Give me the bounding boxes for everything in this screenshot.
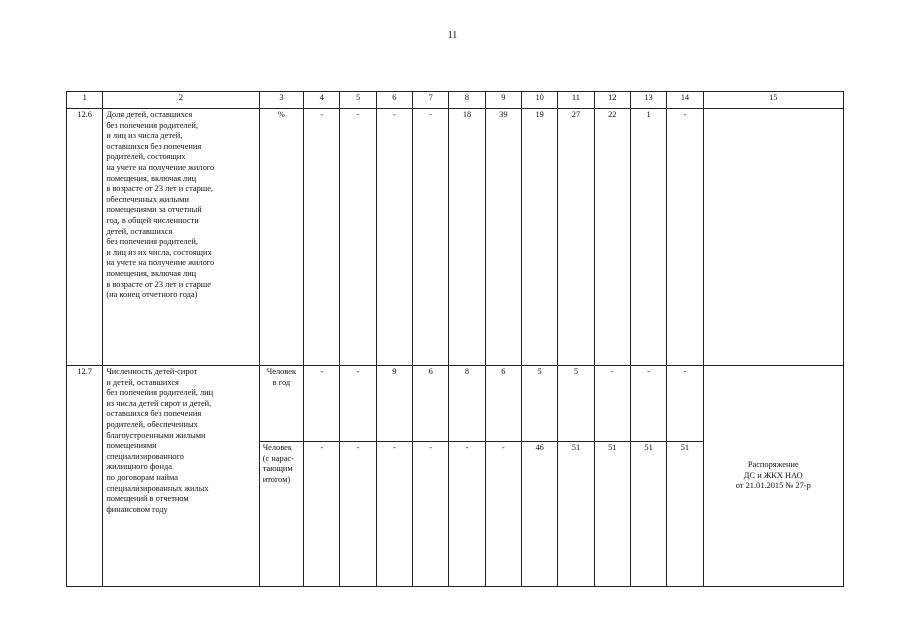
header-cell: 12 (594, 92, 630, 109)
table-row (67, 366, 844, 442)
value-cell: 5 (521, 366, 557, 442)
header-cell: 2 (103, 92, 259, 109)
header-cell: 8 (449, 92, 485, 109)
document-cell-empty (703, 109, 843, 366)
value-cell: - (304, 366, 340, 442)
value-cell: 27 (558, 109, 594, 366)
value-cell: - (304, 442, 340, 587)
header-cell: 14 (667, 92, 703, 109)
value-cell: 5 (558, 366, 594, 442)
row-index: 12.7 (67, 366, 103, 587)
header-cell: 13 (630, 92, 666, 109)
header-cell: 9 (485, 92, 521, 109)
row-unit: % (259, 109, 303, 366)
value-cell: 6 (485, 366, 521, 442)
row-description: Численность детей-сирот и детей, оставшихся без попечения родителей, лиц из числа детей сирот и детей, оставшихся без попечения родителей, обеспеченных благоустроенными жилыми помещениями специализированного жилищного фонда по договорам найма специализированных жилых помещений в отчетном финансовом году (103, 366, 259, 587)
value-cell: - (340, 109, 376, 366)
value-cell: 19 (521, 109, 557, 366)
value-cell: 51 (667, 442, 703, 587)
header-cell: 11 (558, 92, 594, 109)
header-cell: 4 (304, 92, 340, 109)
value-cell: - (667, 109, 703, 366)
value-cell: - (667, 366, 703, 442)
value-cell: - (413, 442, 449, 587)
header-cell: 10 (521, 92, 557, 109)
row-description: Доля детей, оставшихся без попечения родителей, и лиц из числа детей, оставшихся без попечения родителей, состоящих на учете на получение жилого помещения, включая лиц в возрасте от 23 лет и старше, обеспеченных жилыми помещениями за отчетный год, в общей численности детей, оставшихся без попечения родителей, и лиц из их числа, состоящих на учете на получение жилого помещения, включая лиц в возрасте от 23 лет и старше (на конец отчетного года) (103, 109, 259, 366)
row-unit: Человек в год (259, 366, 303, 442)
value-cell: - (594, 366, 630, 442)
header-cell: 1 (67, 92, 103, 109)
value-cell: - (340, 366, 376, 442)
value-cell: - (413, 109, 449, 366)
header-cell: 15 (703, 92, 843, 109)
table-row (67, 109, 844, 366)
value-cell: 51 (558, 442, 594, 587)
header-cell: 3 (259, 92, 303, 109)
header-row (67, 92, 844, 109)
value-cell: 1 (630, 109, 666, 366)
value-cell: - (449, 442, 485, 587)
value-cell: 46 (521, 442, 557, 587)
value-cell: - (630, 366, 666, 442)
page-number: 11 (447, 30, 458, 41)
header-cell: 5 (340, 92, 376, 109)
value-cell: - (340, 442, 376, 587)
value-cell: 51 (630, 442, 666, 587)
row-unit: Человек (с нарас- тающим итогом) (259, 442, 303, 587)
value-cell: 22 (594, 109, 630, 366)
document-reference: Распоряжение ДС и ЖКХ НАО от 21.01.2015 № 27-р (703, 366, 843, 587)
row-index: 12.6 (67, 109, 103, 366)
value-cell: 39 (485, 109, 521, 366)
value-cell: - (304, 109, 340, 366)
value-cell: 51 (594, 442, 630, 587)
value-cell: - (376, 109, 412, 366)
value-cell: 9 (376, 366, 412, 442)
value-cell: 8 (449, 366, 485, 442)
header-cell: 6 (376, 92, 412, 109)
value-cell: 18 (449, 109, 485, 366)
value-cell: 6 (413, 366, 449, 442)
indicators-table (66, 91, 844, 587)
header-cell: 7 (413, 92, 449, 109)
value-cell: - (376, 442, 412, 587)
value-cell: - (485, 442, 521, 587)
